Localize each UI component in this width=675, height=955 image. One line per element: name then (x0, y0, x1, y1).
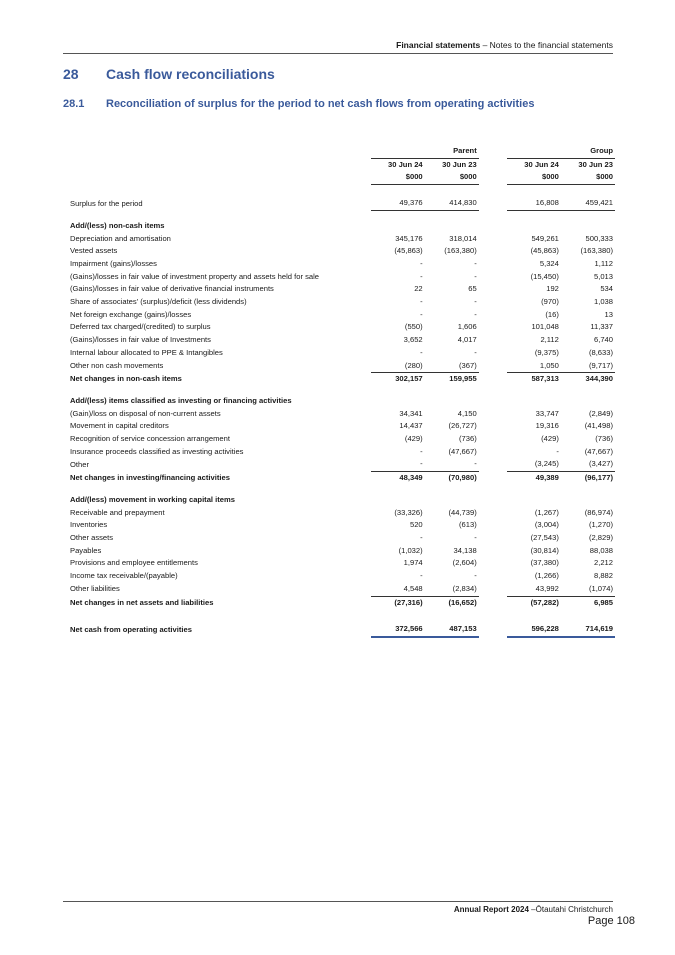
row-value: 6,740 (593, 335, 613, 345)
row-value: (429) (541, 434, 559, 444)
spacer-row (70, 210, 615, 220)
row-value: 2,212 (593, 558, 613, 568)
row-value: (613) (459, 520, 477, 530)
row-label: Recognition of service concession arrangement (70, 434, 230, 444)
row-value: 1,112 (594, 258, 613, 268)
row-value: 8,882 (593, 571, 613, 581)
row-value: (70,980) (448, 473, 477, 483)
row-value: - (556, 446, 559, 456)
row-value: - (474, 258, 477, 268)
row-label: Income tax receivable/(payable) (70, 571, 178, 581)
row-label: Provisions and employee entitlements (70, 558, 198, 568)
row-value: (15,450) (530, 271, 559, 281)
footer-subtitle: –Ōtautahi Christchurch (528, 905, 613, 914)
column-gap (479, 507, 507, 520)
row-value: (41,498) (584, 421, 613, 431)
column-gap (479, 545, 507, 558)
row-label: Other assets (70, 532, 114, 542)
row-value: 88,038 (589, 545, 613, 555)
row-value: 48,349 (399, 473, 423, 483)
row-value: 1,050 (507, 360, 561, 373)
column-gap (479, 532, 507, 545)
entity-header-row (70, 145, 615, 158)
spacer-row (70, 485, 615, 494)
table-row (70, 532, 615, 545)
row-value: (47,667) (584, 446, 613, 456)
column-gap (479, 570, 507, 583)
row-value: (33,326) (394, 507, 423, 517)
row-value: (3,427) (561, 458, 615, 471)
row-value: 49,376 (371, 197, 425, 210)
row-value: 3,652 (403, 335, 423, 345)
row-label: Movement in capital creditors (70, 421, 169, 431)
row-value: - (425, 458, 479, 471)
column-gap (479, 347, 507, 360)
row-label: (Gains)/losses in fair value of investment property and assets held for sale (70, 271, 320, 281)
row-label: Depreciation and amortisation (70, 233, 171, 243)
row-value: 500,333 (585, 233, 613, 243)
row-value: - (474, 271, 477, 281)
unit-header: $000 (371, 171, 425, 184)
row-value: 534 (600, 284, 613, 294)
row-label: Other liabilities (70, 584, 120, 594)
row-label: Surplus for the period (70, 198, 143, 208)
row-value: 4,548 (371, 583, 425, 596)
row-label: (Gain)/loss on disposal of non-current assets (70, 408, 221, 418)
running-header (63, 38, 613, 52)
row-value: - (420, 532, 423, 542)
group-header: Group (590, 146, 613, 155)
row-label: Other non cash movements (70, 361, 164, 371)
table-row (70, 420, 615, 433)
row-value: 13 (604, 309, 613, 319)
row-value: (44,739) (448, 507, 477, 517)
footer-caption (454, 905, 613, 914)
table-row (70, 296, 615, 309)
row-value: - (420, 297, 423, 307)
table-row (70, 458, 615, 471)
row-value: 34,138 (453, 545, 477, 555)
row-value: 19,316 (535, 421, 559, 431)
row-value: 587,313 (531, 374, 559, 384)
unit-header: $000 (561, 171, 615, 184)
row-value: - (420, 309, 423, 319)
column-gap (479, 583, 507, 596)
table-row (70, 507, 615, 520)
row-value: 2,112 (540, 335, 559, 345)
column-gap (479, 596, 507, 609)
row-label: Payables (70, 545, 102, 555)
table-row (70, 408, 615, 421)
table-row (70, 233, 615, 246)
row-value: 344,390 (585, 374, 613, 384)
row-value: (367) (425, 360, 479, 373)
table-row (70, 245, 615, 258)
row-value: (1,266) (534, 571, 559, 581)
row-value: - (420, 258, 423, 268)
row-value: - (420, 271, 423, 281)
group-heading-row (70, 395, 615, 408)
surplus-row (70, 197, 615, 210)
row-value: (736) (595, 434, 613, 444)
row-value: 192 (546, 284, 559, 294)
row-label: Net changes in net assets and liabilities (70, 597, 214, 607)
table-row (70, 283, 615, 296)
row-value: (96,177) (584, 473, 613, 483)
section-title: Cash flow reconciliations (106, 66, 275, 82)
row-value: (2,829) (588, 532, 613, 542)
row-value: (45,863) (530, 246, 559, 256)
row-value: (8,633) (588, 347, 613, 357)
row-value: 65 (468, 284, 477, 294)
row-value: (16) (545, 309, 559, 319)
table-row (70, 258, 615, 271)
row-value: - (420, 347, 423, 357)
footer-divider (63, 901, 613, 902)
row-value: (970) (541, 297, 559, 307)
row-value: (9,717) (561, 360, 615, 373)
group-heading: Add/(less) movement in working capital items (70, 494, 235, 504)
row-value: - (474, 571, 477, 581)
row-label: Deferred tax charged/(credited) to surplus (70, 322, 211, 332)
column-gap (479, 408, 507, 421)
table-row (70, 570, 615, 583)
row-label: Internal labour allocated to PPE & Intangibles (70, 347, 223, 357)
row-label: (Gains)/losses in fair value of derivative financial instruments (70, 284, 274, 294)
row-value: 14,437 (399, 421, 423, 431)
subtotal-row (70, 472, 615, 485)
group-heading: Add/(less) items classified as investing or financing activities (70, 395, 292, 405)
table-row (70, 519, 615, 532)
row-value: 1,974 (403, 558, 423, 568)
table-row (70, 583, 615, 596)
row-value: 487,153 (425, 623, 479, 637)
row-value: 43,992 (507, 583, 561, 596)
row-value: 345,176 (395, 233, 423, 243)
column-gap (479, 197, 507, 210)
row-value: - (474, 309, 477, 319)
row-value: (550) (404, 322, 423, 332)
row-value: 302,157 (395, 374, 423, 384)
row-value: 34,341 (399, 408, 423, 418)
header-divider (63, 53, 613, 54)
column-gap (479, 258, 507, 271)
row-label: Other (70, 459, 89, 469)
row-value: 596,228 (507, 623, 561, 637)
row-value: 159,955 (449, 374, 477, 384)
row-label: Impairment (gains)/losses (70, 258, 157, 268)
subsection-title: Reconciliation of surplus for the period to net cash flows from operating activities (106, 98, 535, 110)
column-gap (479, 557, 507, 570)
row-value: 549,261 (531, 233, 559, 243)
table-row (70, 557, 615, 570)
row-label: Net cash from operating activities (70, 625, 192, 635)
row-value: 318,014 (449, 233, 477, 243)
table-row (70, 446, 615, 459)
row-value: 5,013 (593, 271, 613, 281)
column-gap (479, 283, 507, 296)
column-gap (479, 334, 507, 347)
row-value: 414,830 (425, 197, 479, 210)
section-number: 28 (63, 66, 79, 82)
row-value: (3,245) (507, 458, 561, 471)
row-value: (163,380) (580, 246, 613, 256)
row-value: 6,985 (593, 597, 613, 607)
column-gap (479, 321, 507, 334)
column-gap (479, 245, 507, 258)
column-gap (479, 433, 507, 446)
spacer-row (70, 386, 615, 395)
row-value: (2,849) (588, 408, 613, 418)
row-label: Net changes in investing/financing activities (70, 473, 230, 483)
row-value: (26,727) (448, 421, 477, 431)
section-heading (63, 66, 275, 82)
row-value: (27,316) (394, 597, 423, 607)
date-header-row (70, 158, 615, 171)
column-gap (479, 446, 507, 459)
row-value: - (474, 347, 477, 357)
row-value: 5,324 (539, 258, 559, 268)
row-value: 1,606 (457, 322, 477, 332)
subsection-number: 28.1 (63, 98, 85, 110)
row-label: Share of associates' (surplus)/deficit (less dividends) (70, 297, 247, 307)
parent-header: Parent (453, 146, 477, 155)
row-value: (736) (459, 434, 477, 444)
row-value: (1,032) (398, 545, 423, 555)
row-label: Net changes in non-cash items (70, 374, 182, 384)
table-row (70, 347, 615, 360)
row-value: - (420, 446, 423, 456)
table-row (70, 309, 615, 322)
row-value: - (371, 458, 425, 471)
row-value: (280) (371, 360, 425, 373)
row-value: 33,747 (535, 408, 559, 418)
row-value: (16,652) (448, 597, 477, 607)
row-label: Inventories (70, 520, 108, 530)
column-gap (479, 519, 507, 532)
column-gap (479, 271, 507, 284)
table-row (70, 433, 615, 446)
row-value: 1,038 (593, 297, 613, 307)
row-label: Receivable and prepayment (70, 507, 165, 517)
row-value: 520 (409, 520, 423, 530)
subsection-heading (63, 98, 534, 110)
row-value: - (420, 571, 423, 581)
row-value: (27,543) (530, 532, 559, 542)
row-value: (1,267) (534, 507, 559, 517)
row-value: (1,270) (588, 520, 613, 530)
row-value: (37,380) (530, 558, 559, 568)
page-number: Page 108 (587, 915, 635, 927)
column-gap (479, 309, 507, 322)
row-value: (47,667) (448, 446, 477, 456)
column-gap (479, 472, 507, 485)
row-value: (1,074) (561, 583, 615, 596)
unit-header: $000 (507, 171, 561, 184)
row-value: 4,150 (457, 408, 477, 418)
row-value: (86,974) (584, 507, 613, 517)
spacer-row (70, 185, 615, 198)
table-row (70, 545, 615, 558)
table-row (70, 360, 615, 373)
spacer-row (70, 609, 615, 623)
row-label: Insurance proceeds classified as investing activities (70, 446, 244, 456)
row-value: (429) (404, 434, 423, 444)
unit-header: $000 (425, 171, 479, 184)
subtotal-row (70, 596, 615, 609)
row-value: - (474, 532, 477, 542)
group-heading-row (70, 220, 615, 233)
footer-title: Annual Report 2024 (453, 905, 529, 914)
group-heading: Add/(less) non-cash items (70, 220, 165, 230)
subtotal-row (70, 373, 615, 386)
row-value: (30,814) (530, 545, 559, 555)
column-gap (479, 373, 507, 386)
row-value: (3,004) (534, 520, 559, 530)
column-gap (479, 296, 507, 309)
row-value: 372,566 (371, 623, 425, 637)
row-value: (163,380) (444, 246, 477, 256)
row-value: (9,375) (534, 347, 559, 357)
table-row (70, 321, 615, 334)
row-value: 22 (414, 284, 423, 294)
column-gap (479, 360, 507, 373)
row-value: (45,863) (394, 246, 423, 256)
table-row (70, 334, 615, 347)
table-row (70, 271, 615, 284)
unit-header-row (70, 171, 615, 184)
date-header: 30 Jun 24 (507, 158, 561, 171)
row-value: 101,048 (531, 322, 559, 332)
row-value: (2,834) (425, 583, 479, 596)
date-header: 30 Jun 24 (371, 158, 425, 171)
column-gap (479, 420, 507, 433)
date-header: 30 Jun 23 (425, 158, 479, 171)
row-value: (57,282) (530, 597, 559, 607)
row-value: 11,337 (590, 322, 613, 332)
row-value: 714,619 (561, 623, 615, 637)
column-gap (479, 233, 507, 246)
row-label: Vested assets (70, 246, 118, 256)
date-header: 30 Jun 23 (561, 158, 615, 171)
group-heading-row (70, 494, 615, 507)
row-value: - (474, 297, 477, 307)
row-value: (2,604) (452, 558, 477, 568)
column-gap (479, 458, 507, 471)
row-value: 49,389 (535, 473, 559, 483)
cash-flow-reconciliation-table (70, 145, 615, 638)
row-value: 16,808 (507, 197, 561, 210)
header-subtitle: – Notes to the financial statements (480, 40, 613, 50)
column-gap (479, 623, 507, 637)
row-label: Net foreign exchange (gains)/losses (70, 309, 192, 319)
header-title: Financial statements (396, 40, 481, 50)
row-value: 459,421 (561, 197, 615, 210)
row-label: (Gains)/losses in fair value of Investments (70, 335, 211, 345)
net-cash-row (70, 623, 615, 637)
row-value: 4,017 (457, 335, 477, 345)
